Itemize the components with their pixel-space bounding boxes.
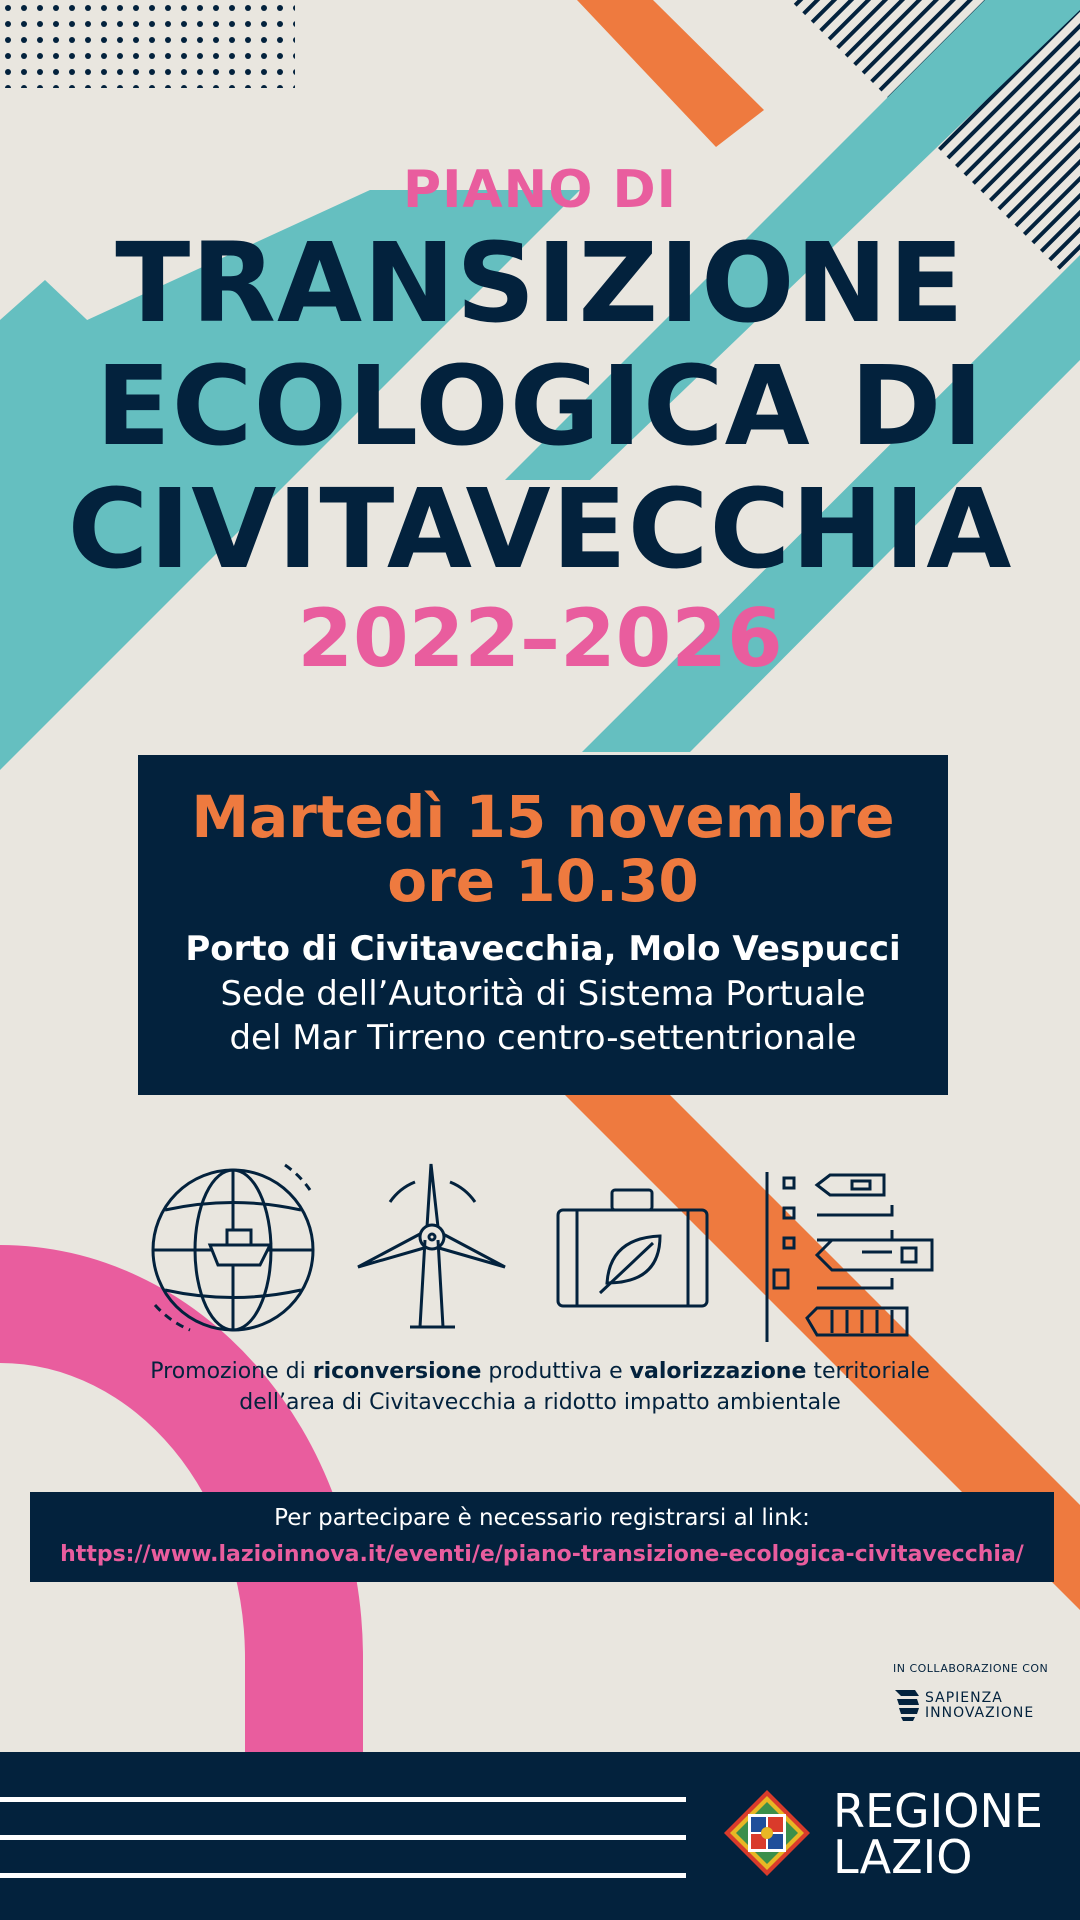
sapienza-mark-icon [893, 1688, 921, 1722]
port-map-icon [762, 1170, 937, 1345]
partner-name: SAPIENZA [925, 1690, 1003, 1706]
promo-line-2: dell’area di Civitavecchia a ridotto impatto ambientale [239, 1390, 841, 1415]
footer-bar [0, 1752, 1080, 1920]
venue-line: Porto di Civitavecchia, Molo Vespucci [185, 929, 901, 969]
event-box [138, 755, 948, 1095]
footer-stripe [0, 1873, 686, 1878]
venue-line: del Mar Tirreno centro-settentrionale [229, 1018, 857, 1058]
orange-band-top [577, 0, 764, 147]
years: 2022–2026 [297, 592, 783, 685]
registration-box [30, 1492, 1054, 1582]
promo-keyword: valorizzazione [629, 1359, 807, 1384]
globe-ship-icon [145, 1160, 325, 1340]
footer-stripe [0, 1835, 686, 1840]
partner-logo [893, 1688, 1035, 1726]
venue-line: Sede dell’Autorità di Sistema Portuale [220, 974, 866, 1014]
promo-text [0, 1356, 1080, 1418]
promo-keyword: riconversione [312, 1359, 482, 1384]
collaboration-label: IN COLLABORAZIONE CON [893, 1662, 1049, 1675]
event-datetime [138, 785, 948, 913]
suitcase-leaf-icon [555, 1188, 710, 1310]
promo-text-part: produttiva e [481, 1359, 630, 1384]
registration-link[interactable]: https://www.lazioinnova.it/eventi/e/piano-transizione-ecologica-civitavecchia/ [60, 1542, 1024, 1567]
pre-title: PIANO DI [402, 160, 678, 220]
main-title [0, 219, 1080, 593]
regione-lazio-emblem-icon [722, 1788, 812, 1878]
promo-text-part: territoriale [806, 1359, 930, 1384]
title-line: TRANSIZIONE [115, 219, 965, 347]
title-line: ECOLOGICA DI [95, 342, 985, 470]
promo-line-1 [0, 1356, 1080, 1387]
partner-name: INNOVAZIONE [925, 1705, 1035, 1721]
title-line: CIVITAVECCHIA [67, 465, 1013, 593]
wind-turbine-icon [355, 1162, 510, 1332]
footer-stripe [0, 1797, 686, 1802]
promo-text-part: Promozione di [150, 1359, 313, 1384]
region-name: LAZIO [833, 1830, 973, 1884]
registration-text: Per partecipare è necessario registrarsi al link: [274, 1505, 810, 1531]
region-name: REGIONE [833, 1784, 1043, 1838]
event-date: Martedì 15 novembre [191, 783, 895, 851]
dot-pattern [0, 0, 295, 88]
event-time: ore 10.30 [387, 847, 699, 915]
